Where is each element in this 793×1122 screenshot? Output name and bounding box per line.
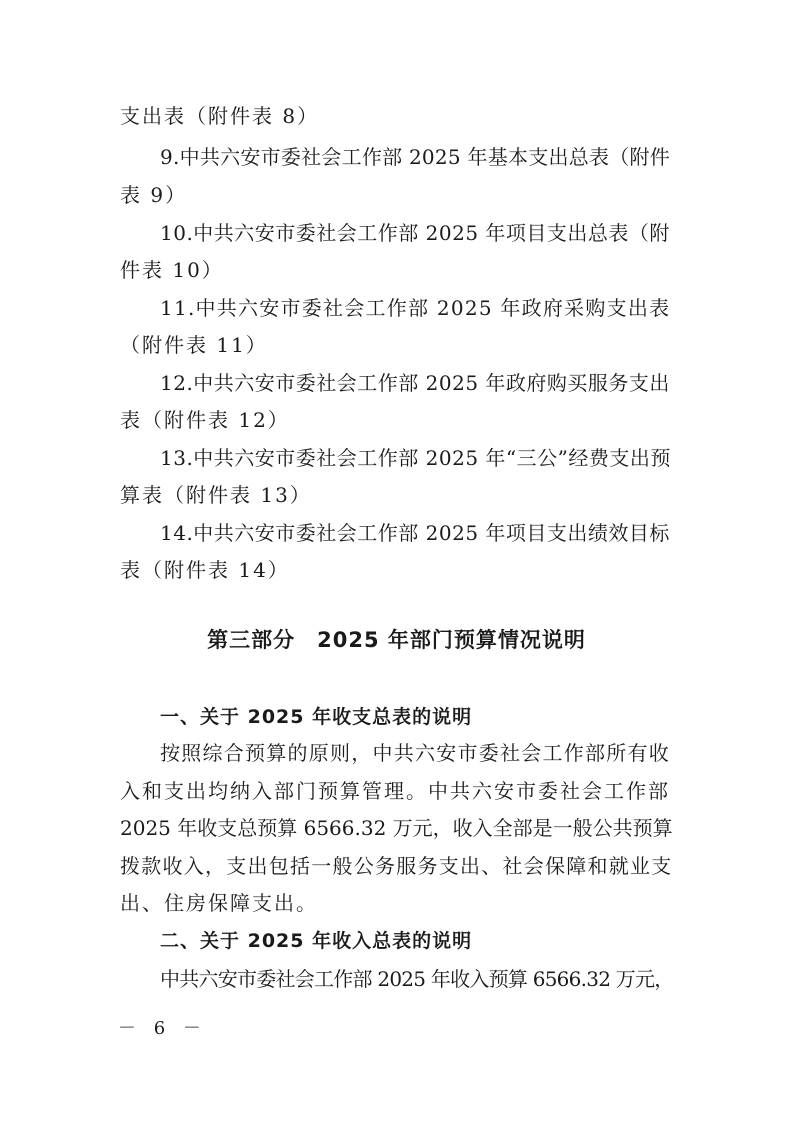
list-line-6: （附件表 11） [120, 333, 268, 357]
list-line-10: 算表（附件表 13） [120, 483, 312, 507]
list-item-13: 13.中共六安市委社会工作部 2025 年“三公”经费支出预 [160, 446, 671, 470]
list-line-4: 件表 10） [120, 258, 224, 282]
paragraph-1-line-3: 2025 年收支总预算 6566.32 万元，收入全部是一般公共预算 [120, 816, 673, 840]
paragraph-2-line-1: 中共六安市委社会工作部 2025 年收入预算 6566.32 万元， [160, 967, 674, 991]
paragraph-1-line-2: 入和支出均纳入部门预算管理。中共六安市委社会工作部 [120, 779, 670, 803]
section-title: 第三部分 2025 年部门预算情况说明 [207, 628, 586, 652]
paragraph-1-line-5: 出、住房保障支出。 [120, 891, 318, 915]
subsection-1-title: 一、关于 2025 年收支总表的说明 [160, 706, 473, 728]
subsection-2-title: 二、关于 2025 年收入总表的说明 [160, 930, 473, 952]
list-line-8: 表（附件表 12） [120, 408, 290, 432]
paragraph-1-line-4: 拨款收入，支出包括一般公务服务支出、社会保障和就业支 [120, 854, 673, 878]
paragraph-1-line-1: 按照综合预算的原则，中共六安市委社会工作部所有收 [160, 741, 670, 765]
list-line-2: 表 9） [120, 183, 188, 207]
list-item-14: 14.中共六安市委社会工作部 2025 年项目支出绩效目标 [160, 521, 670, 545]
list-item-10: 10.中共六安市委社会工作部 2025 年项目支出总表（附 [160, 221, 670, 245]
page-number: － 6 － [118, 1018, 207, 1039]
list-item-12: 12.中共六安市委社会工作部 2025 年政府购买服务支出 [160, 371, 670, 395]
list-item-11: 11.中共六安市委社会工作部 2025 年政府采购支出表 [160, 296, 671, 320]
list-line-12: 表（附件表 14） [120, 558, 290, 582]
list-line-0: 支出表（附件表 8） [120, 104, 320, 128]
list-item-9: 9.中共六安市委社会工作部 2025 年基本支出总表（附件 [160, 145, 670, 169]
